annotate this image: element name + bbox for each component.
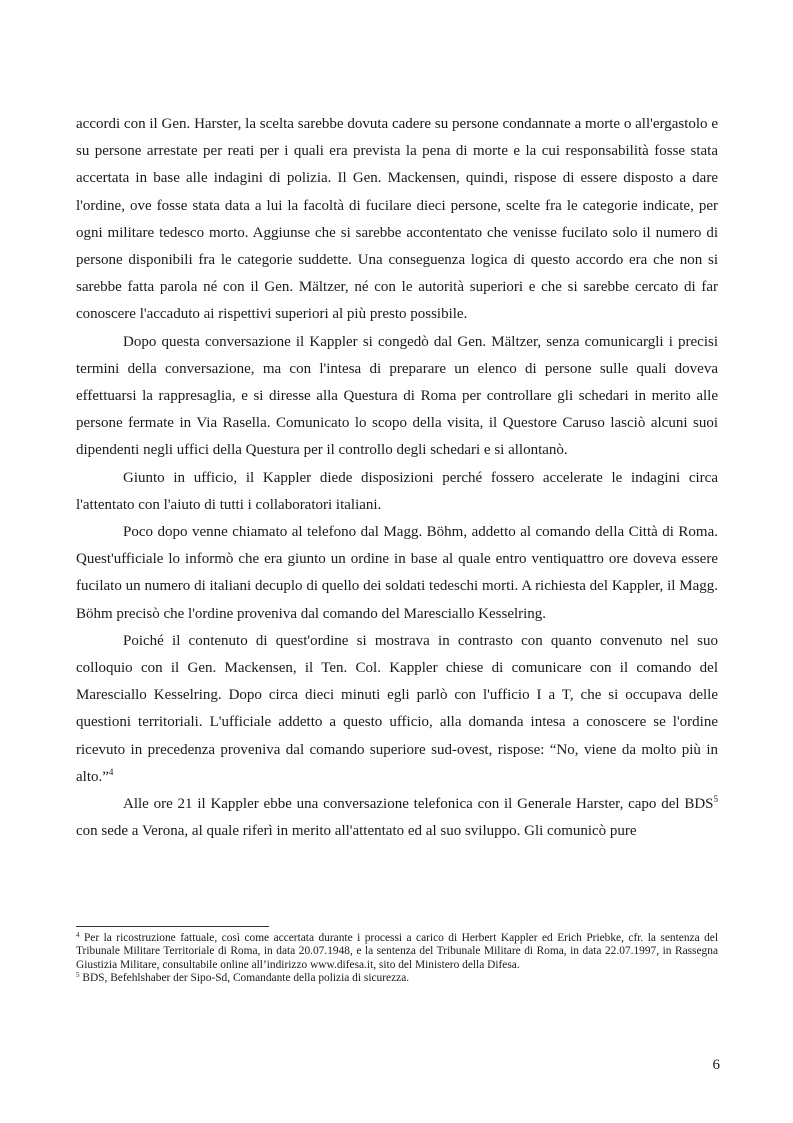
page-number: 6 xyxy=(712,1057,720,1073)
paragraph-5-text: Poiché il contenuto di quest'ordine si mostrava in contrasto con quanto convenuto nel suo colloquio con il Gen. Mackensen, il Ten. Col. Kappler chiese di comunicare con il comando del Maresciallo Kesselring. Dopo circa dieci minuti egli parlò con l'ufficio I a T, che si occupava delle questioni territoriali. L'ufficiale addetto a questo ufficio, alla domanda intesa a conoscere se l'ordine ricevuto in precedenza proveniva dal comando superiore sud-ovest, rispose: “No, viene da molto più in alto.” xyxy=(76,632,718,785)
paragraph-1: accordi con il Gen. Harster, la scelta sarebbe dovuta cadere su persone condannate a morte o all'ergastolo e su persone arrestate per reati per i quali era prevista la pena di morte e la cui responsabilità fosse stata accertata in base alle indagini di polizia. Il Gen. Mackensen, quindi, rispose di essere disposto a dare l'ordine, ove fosse stata data a lui la facoltà di fucilare dieci persone, scelte fra le categorie indicate, per ogni militare tedesco morto. Aggiunse che si sarebbe accontentato che venisse fucilato solo il numero di persone disponibili fra le categorie suddette. Una conseguenza logica di questo accordo era che non si sarebbe fatta parola né con il Gen. Mältzer, né con le autorità superiori e che si sarebbe cercato di far conoscere l'accaduto ai rispettivi superiori al più presto possibile. xyxy=(76,116,718,323)
paragraph-3: Giunto in ufficio, il Kappler diede disposizioni perché fossero accelerate le indagini circa l'attentato con l'aiuto di tutti i collaboratori italiani. xyxy=(76,469,718,513)
footnote-number: 5 xyxy=(76,971,80,980)
footnotes xyxy=(76,932,718,986)
footnote-ref-5[interactable]: 5 xyxy=(713,794,718,805)
body-text xyxy=(76,111,718,845)
footnote-number: 4 xyxy=(76,931,80,939)
paragraph-6-text-b: con sede a Verona, al quale riferì in merito all'attentato ed al suo sviluppo. Gli comunicò pure xyxy=(76,823,637,840)
footnote-4 xyxy=(76,932,718,972)
paragraph-5 xyxy=(76,628,718,791)
footnote-text: Per la ricostruzione fattuale, così come accertata durante i processi a carico di Herbert Kappler ed Erich Priebke, cfr. la sentenza del Tribunale Militare Territoriale di Roma, in data 20.07.1948, e la sentenza del Tribunale Militare di Roma, in data 22.07.1997, in Rassegna Giustizia Militare, consultabile online all’indirizzo www.difesa.it, sito del Ministero della Difesa. xyxy=(76,932,718,971)
paragraph-6 xyxy=(76,791,718,845)
footnote-separator xyxy=(76,926,269,927)
footnote-5 xyxy=(76,972,718,985)
paragraph-6-text-a: Alle ore 21 il Kappler ebbe una conversazione telefonica con il Generale Harster, capo del BDS xyxy=(123,796,714,813)
paragraph-2: Dopo questa conversazione il Kappler si congedò dal Gen. Mältzer, senza comunicargli i precisi termini della conversazione, ma con l'intesa di preparare un elenco di persone sulle quali doveva effettuarsi la rappresaglia, e si diresse alla Questura di Roma per controllare gli schedari in merito alle persone fermate in Via Rasella. Comunicato lo scopo della visita, il Questore Caruso lasciò alcuni suoi dipendenti negli uffici della Questura per il controllo degli schedari e si allontanò. xyxy=(76,333,718,459)
paragraph-4: Poco dopo venne chiamato al telefono dal Magg. Böhm, addetto al comando della Città di Roma. Quest'ufficiale lo informò che era giunto un ordine in base al quale entro ventiquattro ore doveva essere fucilato un numero di italiani decuplo di quello dei soldati tedeschi morti. A richiesta del Kappler, il Magg. Böhm precisò che l'ordine proveniva dal comando del Maresciallo Kesselring. xyxy=(76,524,718,622)
footnote-text: BDS, Befehlshaber der Sipo-Sd, Comandante della polizia di sicurezza. xyxy=(79,972,410,985)
footnote-ref-4[interactable]: 4 xyxy=(108,766,114,777)
